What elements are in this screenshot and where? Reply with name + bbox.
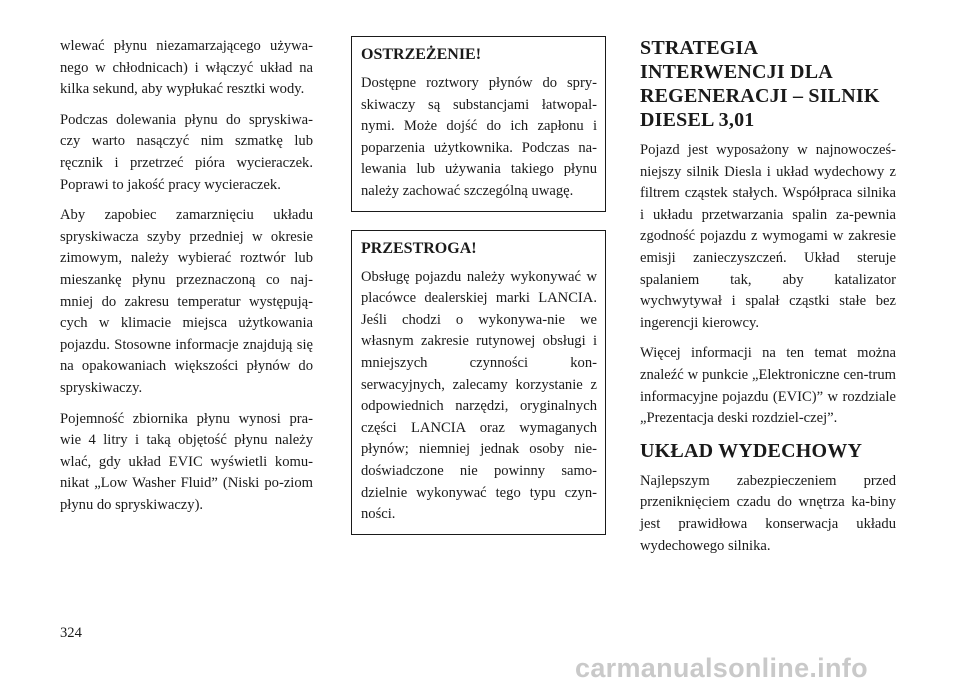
- middle-column: [351, 36, 606, 553]
- body-paragraph: Najlepszym zabezpieczeniem przed przeniknięciem czadu do wnętrza ka-biny jest prawidłowa konserwacja układu wydechowego silnika.: [640, 472, 896, 554]
- body-paragraph: Aby zapobiec zamarznięciu układu spryskiwacza szyby przedniej w okresie zimowym, należy wybierać roztwór lub mieszankę płynu przeznaczoną co naj-mniej do zakresu temperatur występują-cych w klimacie miejsca użytkowania pojazdu. Stosowne informacje znajdują się na opakowaniach większości płynów do spryskiwaczy.: [60, 207, 313, 396]
- page-number: 324: [60, 625, 82, 641]
- warning-box: [351, 36, 606, 212]
- warning-text: Dostępne roztwory płynów do spry-skiwaczy są substancjami łatwopal-nymi. Może dojść do ich zapłonu i poparzenia użytkownika. Podczas na-lewania lub używania takiego płynu należy zachować szczególną uwagę.: [361, 75, 597, 199]
- warning-title: OSTRZEŻENIE!: [361, 46, 482, 63]
- body-paragraph: Podczas dolewania płynu do spryskiwa-czy warto nasączyć nim szmatkę lub ręcznik i przetrzeć pióra wycieraczek. Poprawi to jakość pracy wycieraczek.: [60, 111, 313, 193]
- body-paragraph: Więcej informacji na ten temat można znaleźć w punkcie „Elektroniczne cen-trum informacyjne pojazdu (EVIC)” w rozdziale „Prezentacja deski rozdziel-czej”.: [640, 345, 896, 427]
- body-paragraph: Pojemność zbiornika płynu wynosi pra-wie 4 litry i taką objętość płynu należy wlać, gdy układ EVIC wyświetli komu-nikat „Low Washer Fluid” (Niski po-ziom płynu do spryskiwaczy).: [60, 410, 313, 513]
- section-heading-regeneration: STRATEGIA INTERWENCJI DLA REGENERACJI – SILNIK DIESEL 3,01: [640, 37, 880, 131]
- left-column: [60, 36, 313, 525]
- watermark-text: carmanualsonline.info: [575, 653, 868, 683]
- section-heading-exhaust: UKŁAD WYDECHOWY: [640, 439, 863, 462]
- caution-title: PRZESTROGA!: [361, 239, 477, 257]
- caution-text: Obsługę pojazdu należy wykonywać w placówce dealerskiej marki LANCIA. Jeśli chodzi o wykonywa-nie we własnym zakresie rutynowej obsługi i mniejszych czynności kon-serwacyjnych, zalecamy korzystanie z odpowiednich narzędzi, oryginalnych części LANCIA oraz wymaganych płynów; niemniej jednak osoby nie-doświadczone nie powinny samo-dzielnie wykonywać tego typu czyn-ności.: [361, 268, 597, 523]
- caution-box: [351, 230, 606, 535]
- body-paragraph: wlewać płynu niezamarzającego używa-nego w chłodnicach) i włączyć układ na kilka sekund, aby wypłukać resztki wody.: [60, 38, 313, 98]
- body-paragraph: Pojazd jest wyposażony w najnowocześ-niejszy silnik Diesla i układ wydechowy z filtrem cząstek stałych. Współpraca silnika i układu przetwarzania spalin za-pewnia zgodność pojazdu z wymogami w zakresie emisji zanieczyszczeń. Układ steruje spalaniem tak, aby katalizator wychwytywał i spalał cząstki stałe bez ingerencji kierowcy.: [640, 142, 896, 331]
- right-column: [640, 36, 896, 566]
